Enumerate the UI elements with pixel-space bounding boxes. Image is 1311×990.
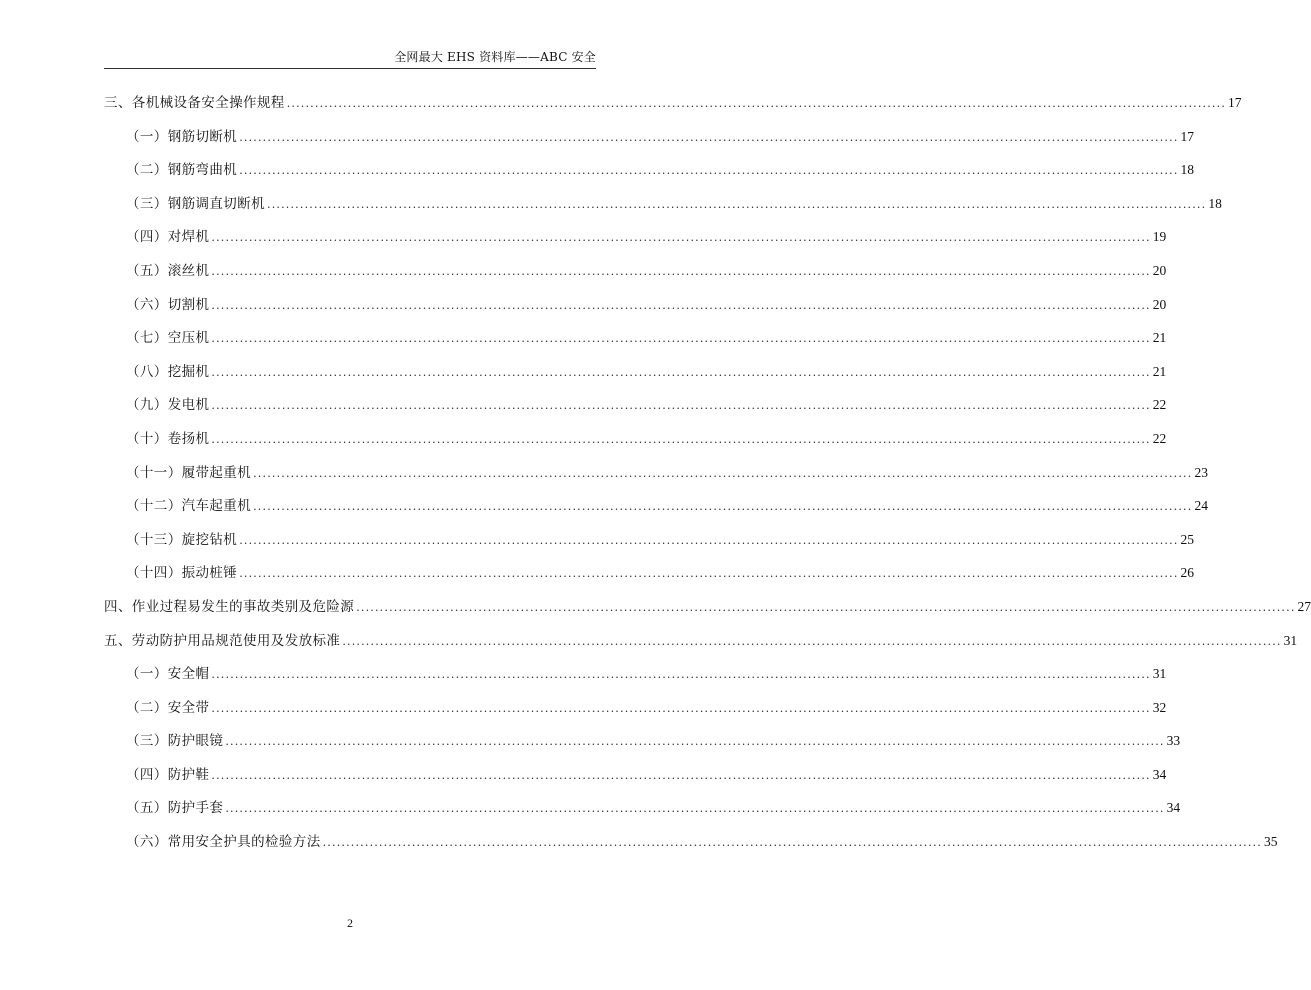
toc-dot-leader: ........................................................................................................................................................................................................	[253, 466, 1193, 480]
toc-entry-title: （十）卷扬机	[126, 430, 210, 447]
toc-entry-title: （六）切割机	[126, 296, 210, 313]
toc-entry[interactable]	[104, 355, 1167, 389]
toc-dot-leader: ........................................................................................................................................................................................................	[322, 836, 1262, 850]
toc-entry[interactable]	[104, 523, 1195, 557]
toc-dot-leader: ........................................................................................................................................................................................................	[286, 97, 1227, 110]
page-number: 2	[347, 916, 353, 930]
header-divider	[104, 68, 596, 69]
toc-entry[interactable]	[104, 590, 1311, 624]
toc-dot-leader: ........................................................................................................................................................................................................	[356, 600, 1296, 614]
toc-entry[interactable]	[104, 254, 1167, 288]
toc-entry-page: 34	[1152, 766, 1167, 782]
toc-entry-title: （八）挖掘机	[126, 363, 210, 380]
toc-entry-page: 26	[1180, 565, 1195, 581]
toc-entry-page: 20	[1152, 296, 1167, 312]
toc-entry-page: 17	[1228, 95, 1242, 110]
toc-entry[interactable]	[104, 758, 1167, 792]
toc-entry-page: 24	[1194, 498, 1208, 514]
toc-entry-title: （一）安全帽	[126, 666, 210, 683]
toc-entry[interactable]	[104, 724, 1181, 758]
toc-dot-leader: ........................................................................................................................................................................................................	[342, 634, 1282, 648]
toc-entry[interactable]	[104, 456, 1208, 490]
toc-entry-page: 22	[1152, 397, 1167, 413]
toc-entry-title: （四）防护鞋	[126, 766, 210, 783]
toc-entry-title: （三）钢筋调直切断机	[126, 195, 265, 212]
toc-entry-page: 33	[1166, 733, 1181, 749]
toc-entry[interactable]	[104, 556, 1195, 590]
toc-entry-page: 18	[1208, 195, 1222, 211]
toc-dot-leader: ........................................................................................................................................................................................................	[239, 130, 1179, 144]
toc-entry-title: （一）钢筋切断机	[126, 128, 238, 145]
toc-entry-page: 21	[1152, 330, 1167, 346]
toc-entry-page: 34	[1166, 800, 1181, 816]
toc-entry-title: 四、作业过程易发生的事故类别及危险源	[104, 598, 355, 615]
toc-entry[interactable]	[104, 120, 1195, 154]
toc-entry-title: （七）空压机	[126, 330, 210, 347]
toc-dot-leader: ........................................................................................................................................................................................................	[211, 264, 1151, 278]
toc-entry[interactable]	[104, 691, 1167, 725]
toc-entry-title: （十三）旋挖钻机	[126, 531, 238, 548]
page-header-title: 全网最大 EHS 资料库——ABC 安全	[394, 50, 596, 64]
toc-entry-page: 21	[1152, 363, 1167, 379]
toc-dot-leader: ........................................................................................................................................................................................................	[253, 500, 1193, 514]
toc-entry-page: 27	[1297, 598, 1311, 614]
toc-entry-title: （十一）履带起重机	[126, 464, 252, 481]
toc-entry-page: 35	[1263, 834, 1278, 850]
toc-entry-page: 23	[1194, 464, 1208, 480]
toc-entry[interactable]	[104, 489, 1208, 523]
toc-entry[interactable]	[104, 153, 1195, 187]
toc-entry-page: 22	[1152, 430, 1167, 446]
toc-entry-title: （二）钢筋弯曲机	[126, 162, 238, 179]
toc-entry[interactable]	[104, 624, 1298, 658]
toc-entry-title: （六）常用安全护具的检验方法	[126, 834, 321, 851]
toc-entry-title: （五）滚丝机	[126, 262, 210, 279]
toc-dot-leader: ........................................................................................................................................................................................................	[239, 164, 1179, 178]
toc-entry[interactable]	[104, 825, 1278, 859]
toc-dot-leader: ........................................................................................................................................................................................................	[211, 668, 1151, 682]
toc-entry[interactable]	[104, 86, 1242, 120]
toc-entry-title: 五、劳动防护用品规范使用及发放标准	[104, 632, 341, 649]
toc-entry[interactable]	[104, 187, 1222, 221]
toc-dot-leader: ........................................................................................................................................................................................................	[239, 567, 1179, 581]
toc-entry[interactable]	[104, 657, 1167, 691]
toc-entry[interactable]	[104, 288, 1167, 322]
toc-entry-title: （五）防护手套	[126, 800, 224, 817]
toc-dot-leader: ........................................................................................................................................................................................................	[211, 768, 1151, 782]
toc-dot-leader: ........................................................................................................................................................................................................	[225, 735, 1165, 749]
toc-entry-page: 32	[1152, 699, 1167, 715]
toc-dot-leader: ........................................................................................................................................................................................................	[267, 197, 1207, 211]
toc-entry-page: 25	[1180, 531, 1195, 547]
toc-entry-title: （十四）振动桩锤	[126, 565, 238, 582]
toc-entry-title: （十二）汽车起重机	[126, 498, 252, 515]
toc-entry-title: （三）防护眼镜	[126, 733, 224, 750]
toc-entry-title: （四）对焊机	[126, 229, 210, 246]
toc-entry[interactable]	[104, 388, 1167, 422]
toc-dot-leader: ........................................................................................................................................................................................................	[211, 365, 1151, 379]
toc-entry-title: （九）发电机	[126, 397, 210, 414]
toc-entry-title: （二）安全带	[126, 699, 210, 716]
toc-entry-page: 19	[1152, 229, 1167, 245]
toc-dot-leader: ........................................................................................................................................................................................................	[211, 701, 1151, 715]
toc-entry-page: 18	[1180, 162, 1195, 178]
toc-entry-page: 31	[1283, 632, 1298, 648]
toc-entry-page: 17	[1180, 128, 1195, 144]
toc-entry[interactable]	[104, 791, 1181, 825]
toc-dot-leader: ........................................................................................................................................................................................................	[225, 802, 1165, 816]
toc-entry[interactable]	[104, 220, 1167, 254]
toc-dot-leader: ........................................................................................................................................................................................................	[211, 332, 1151, 346]
toc-dot-leader: ........................................................................................................................................................................................................	[211, 432, 1151, 446]
toc-entry-title: 三、各机械设备安全操作规程	[104, 95, 285, 111]
table-of-contents	[104, 86, 1311, 859]
toc-dot-leader: ........................................................................................................................................................................................................	[211, 231, 1151, 245]
toc-dot-leader: ........................................................................................................................................................................................................	[211, 399, 1151, 413]
toc-dot-leader: ........................................................................................................................................................................................................	[239, 533, 1179, 547]
toc-entry-page: 20	[1152, 262, 1167, 278]
toc-entry[interactable]	[104, 422, 1167, 456]
toc-dot-leader: ........................................................................................................................................................................................................	[211, 298, 1151, 312]
toc-entry-page: 31	[1152, 666, 1167, 682]
toc-entry[interactable]	[104, 321, 1167, 355]
